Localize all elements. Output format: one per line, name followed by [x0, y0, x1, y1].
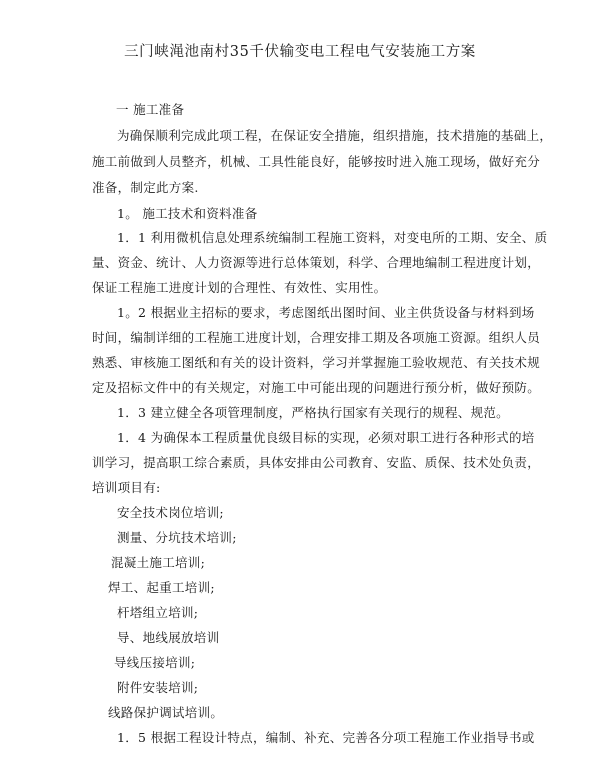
paragraph-line: 训学习，提高职工综合素质，具体安排由公司教育、安监、质保、技术处负责， [92, 455, 541, 470]
training-item: 焊工、起重工培训; [108, 580, 215, 595]
paragraph-line: 培训项目有: [92, 480, 161, 495]
training-item: 杆塔组立培训; [117, 605, 199, 620]
paragraph-line: 熟悉、审核施工图纸和有关的设计资料，学习并掌握施工验收规范、有关技术规 [92, 355, 541, 370]
paragraph-line: 1．5 根据工程设计特点，编制、补充、完善各分项工程施工作业指导书或 [117, 730, 535, 745]
document-title: 三门峡渑池南村35千伏输变电工程电气安装施工方案 [124, 44, 476, 60]
paragraph-line: 时间，编制详细的工程施工进度计划，合理安排工期及各项施工资源。组织人员 [92, 330, 541, 345]
training-item: 导、地线展放培训 [117, 630, 220, 645]
subsection-heading: 1。 施工技术和资料准备 [117, 206, 258, 221]
paragraph-line: 施工前做到人员整齐，机械、工具性能良好，能够按时进入施工现场，做好充分 [92, 154, 541, 169]
training-item: 导线压接培训; [114, 655, 196, 670]
paragraph-line: 保证工程施工进度计划的合理性、有效性、实用性。 [92, 280, 387, 295]
paragraph-line: 准备，制定此方案. [92, 180, 199, 195]
paragraph-line: 1。2 根据业主招标的要求，考虑图纸出图时间、业主供货设备与材料到场 [117, 305, 535, 320]
paragraph-line: 1．1 利用微机信息处理系统编制工程施工资料，对变电所的工期、安全、质 [117, 230, 548, 245]
training-item: 测量、分坑技术培训; [117, 530, 237, 545]
training-item: 安全技术岗位培训; [117, 505, 224, 520]
paragraph-line: 量、资金、统计、人力资源等进行总体策划，科学、合理地编制工程进度计划， [92, 255, 541, 270]
section-heading: 一 施工准备 [116, 102, 185, 117]
training-item: 附件安装培训; [117, 680, 199, 695]
paragraph-line: 1．3 建立健全各项管理制度，严格执行国家有关现行的规程、规范。 [117, 405, 509, 420]
training-item: 混凝土施工培训; [111, 555, 206, 570]
training-item: 线路保护调试培训。 [108, 705, 224, 720]
paragraph-line: 1．4 为确保本工程质量优良级目标的实现，必须对职工进行各种形式的培 [117, 430, 535, 445]
paragraph-line: 定及招标文件中的有关规定，对施工中可能出现的问题进行预分析，做好预防。 [92, 380, 541, 395]
paragraph-line: 为确保顺利完成此项工程，在保证安全措施，组织措施，技术措施的基础上， [117, 128, 553, 143]
